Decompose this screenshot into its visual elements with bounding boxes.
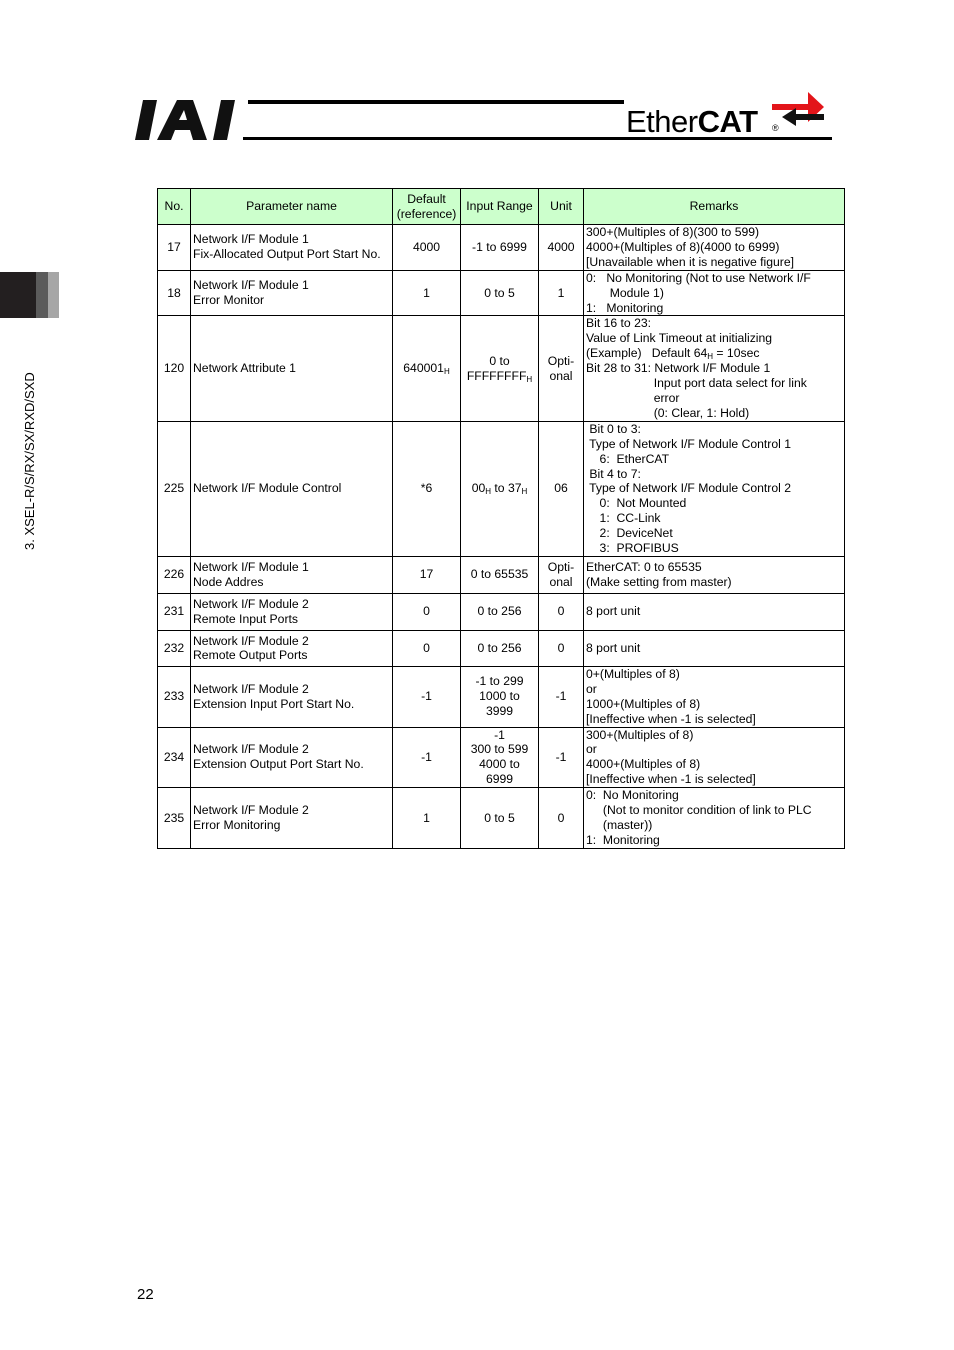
cell-no: 234 xyxy=(158,727,191,788)
cell-no: 226 xyxy=(158,556,191,593)
cell-range: -1 to 6999 xyxy=(461,225,539,271)
parameter-table xyxy=(157,188,845,849)
cell-no: 17 xyxy=(158,225,191,271)
table-row xyxy=(158,316,845,421)
cell-range: 0 to 256 xyxy=(461,630,539,666)
header-remarks: Remarks xyxy=(584,189,845,225)
header-unit: Unit xyxy=(539,189,584,225)
cell-unit: Opti- onal xyxy=(539,316,584,421)
cell-default: 0 xyxy=(393,630,461,666)
cell-remarks: Bit 0 to 3: Type of Network I/F Module Control 1 6: EtherCAT Bit 4 to 7: Type of Network I/F Module Control 2 0: Not Mounted 1: CC-Link 2: DeviceNet 3: PROFIBUS xyxy=(584,421,845,556)
chapter-tab-dark xyxy=(0,272,36,318)
cell-remarks: 8 port unit xyxy=(584,593,845,630)
cell-default: 17 xyxy=(393,556,461,593)
header-parameter-name: Parameter name xyxy=(191,189,393,225)
cell-range: -1 300 to 599 4000 to 6999 xyxy=(461,727,539,788)
cell-no: 232 xyxy=(158,630,191,666)
cell-unit: 0 xyxy=(539,593,584,630)
cell-remarks: EtherCAT: 0 to 65535 (Make setting from master) xyxy=(584,556,845,593)
cell-name: Network I/F Module 1 Error Monitor xyxy=(191,270,393,316)
chapter-side-label: 3. XSEL-R/S/RX/SX/RXD/SXD xyxy=(22,372,37,550)
cell-remarks: 0+(Multiples of 8) or 1000+(Multiples of 8) [Ineffective when -1 is selected] xyxy=(584,666,845,727)
cell-name: Network I/F Module 2 Error Monitoring xyxy=(191,788,393,849)
cell-name: Network I/F Module 2 Remote Input Ports xyxy=(191,593,393,630)
cell-default: *6 xyxy=(393,421,461,556)
cell-name: Network I/F Module 2 Extension Output Port Start No. xyxy=(191,727,393,788)
cell-default: 1 xyxy=(393,788,461,849)
table-row xyxy=(158,666,845,727)
chapter-tab-light xyxy=(48,272,59,318)
chapter-tab-mid xyxy=(36,272,48,318)
iai-logo xyxy=(135,98,245,142)
cell-unit: -1 xyxy=(539,727,584,788)
cell-default: 4000 xyxy=(393,225,461,271)
cell-remarks: 8 port unit xyxy=(584,630,845,666)
cell-unit: -1 xyxy=(539,666,584,727)
table-row xyxy=(158,727,845,788)
table-row xyxy=(158,556,845,593)
cell-unit: 1 xyxy=(539,270,584,316)
cell-default: -1 xyxy=(393,666,461,727)
cell-default: 0 xyxy=(393,593,461,630)
table-row xyxy=(158,421,845,556)
table-header-row xyxy=(158,189,845,225)
ethercat-logo xyxy=(626,90,832,138)
cell-range: 0 to 5 xyxy=(461,270,539,316)
header-rule-top xyxy=(248,100,624,104)
table-row xyxy=(158,270,845,316)
cell-remarks: 0: No Monitoring (Not to use Network I/F Module 1) 1: Monitoring xyxy=(584,270,845,316)
cell-name: Network I/F Module Control xyxy=(191,421,393,556)
cell-no: 233 xyxy=(158,666,191,727)
cell-default: -1 xyxy=(393,727,461,788)
cell-remarks: 300+(Multiples of 8)(300 to 599) 4000+(Multiples of 8)(4000 to 6999) [Unavailable when it is negative figure] xyxy=(584,225,845,271)
cell-range: $00_H$ to $37_H$ xyxy=(461,421,539,556)
cell-name: Network I/F Module 2 Extension Input Port Start No. xyxy=(191,666,393,727)
table-row xyxy=(158,225,845,271)
cell-no: 235 xyxy=(158,788,191,849)
cell-unit: 4000 xyxy=(539,225,584,271)
cell-name: Network Attribute 1 xyxy=(191,316,393,421)
cell-name: Network I/F Module 1 Node Addres xyxy=(191,556,393,593)
cell-unit: 0 xyxy=(539,788,584,849)
cell-remarks: 0: No Monitoring (Not to monitor condition of link to PLC (master)) 1: Monitoring xyxy=(584,788,845,849)
ethercat-logo-bold: CAT xyxy=(697,104,758,139)
cell-unit: 06 xyxy=(539,421,584,556)
cell-range: 0 to $FFFFFFFF_H$ xyxy=(461,316,539,421)
table-row xyxy=(158,593,845,630)
cell-unit: 0 xyxy=(539,630,584,666)
cell-range: 0 to 5 xyxy=(461,788,539,849)
cell-unit: Opti- onal xyxy=(539,556,584,593)
ethercat-arrow-icon xyxy=(772,90,832,130)
cell-default: $640001_H$ xyxy=(393,316,461,421)
cell-name: Network I/F Module 2 Remote Output Ports xyxy=(191,630,393,666)
header-no: No. xyxy=(158,189,191,225)
registered-mark: ® xyxy=(772,123,779,133)
cell-remarks: 300+(Multiples of 8) or 4000+(Multiples of 8) [Ineffective when -1 is selected] xyxy=(584,727,845,788)
cell-no: 18 xyxy=(158,270,191,316)
cell-no: 225 xyxy=(158,421,191,556)
header-default: Default (reference) xyxy=(393,189,461,225)
ethercat-logo-light: Ether xyxy=(626,104,698,139)
cell-no: 231 xyxy=(158,593,191,630)
cell-remarks: Bit 16 to 23: Value of Link Timeout at initializing (Example) Default $64_H = 10\sec$ Bit 28 to 31: Network I/F Module 1 Input port data select for link error (0: Clear, 1: Hold) xyxy=(584,316,845,421)
header-input-range: Input Range xyxy=(461,189,539,225)
table-row xyxy=(158,630,845,666)
cell-name: Network I/F Module 1 Fix-Allocated Output Port Start No. xyxy=(191,225,393,271)
table-row xyxy=(158,788,845,849)
cell-default: 1 xyxy=(393,270,461,316)
cell-no: 120 xyxy=(158,316,191,421)
cell-range: 0 to 65535 xyxy=(461,556,539,593)
page-number: 22 xyxy=(137,1286,154,1303)
cell-range: -1 to 299 1000 to 3999 xyxy=(461,666,539,727)
cell-range: 0 to 256 xyxy=(461,593,539,630)
